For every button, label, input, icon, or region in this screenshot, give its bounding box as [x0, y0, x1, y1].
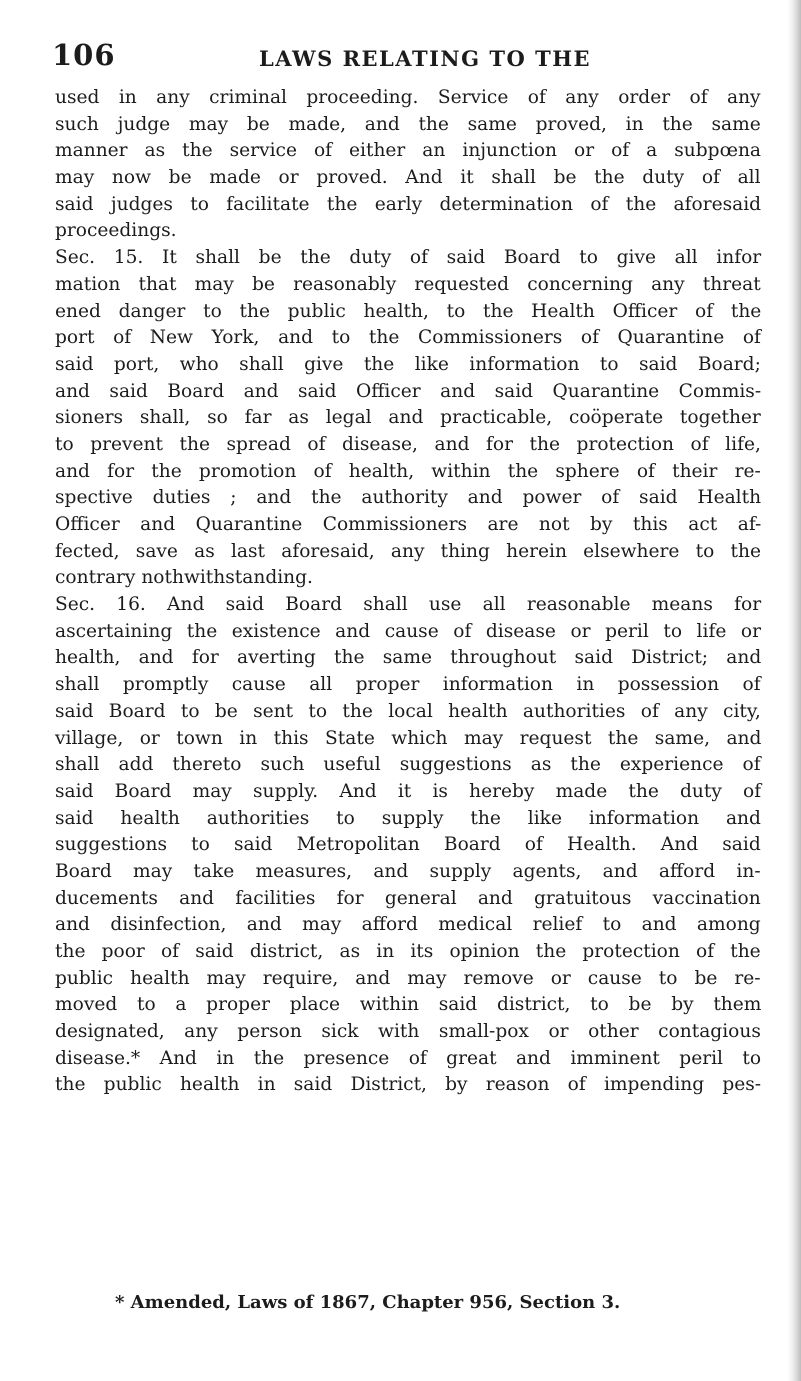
text-line: the poor of said district, as in its opinion the protection of the — [55, 941, 761, 962]
text-line: manner as the service of either an injunction or of a subpœna — [55, 140, 762, 162]
text-line: health, and for averting the same throughout said District; and — [55, 647, 762, 669]
body-text — [55, 85, 761, 1099]
text-line: moved to a proper place within said district, to be by them — [55, 994, 762, 1016]
text-line: ened danger to the public health, to the Health Officer of the — [55, 300, 762, 322]
text-line: Officer and Quarantine Commissioners are not by this act af- — [55, 514, 762, 535]
text-line: public health may require, and may remove or cause to be re- — [55, 967, 761, 989]
text-line: may now be made or proved. And it shall be the duty of all — [55, 167, 761, 189]
page-header — [52, 38, 761, 78]
text-line: and disinfection, and may afford medical relief to and among — [55, 914, 761, 936]
text-line: ascertaining the existence and cause of disease or peril to life or — [55, 620, 761, 642]
text-line: proceedings. — [55, 220, 177, 242]
running-head: LAWS RELATING TO THE — [259, 46, 592, 71]
text-line: to prevent the spread of disease, and for the protection of life, — [55, 433, 761, 455]
text-line: port of New York, and to the Commissioners of Quarantine of — [55, 327, 761, 349]
text-line: said Board to be sent to the local health authorities of any city, — [55, 700, 761, 722]
footnote: * Amended, Laws of 1867, Chapter 956, Section 3. — [115, 1292, 621, 1313]
text-line: disease.* And in the presence of great and imminent peril to — [55, 1047, 762, 1069]
text-line: shall promptly cause all proper information in possession of — [55, 674, 761, 696]
text-line: spective duties ; and the authority and power of said Health — [55, 487, 762, 509]
text-line: and for the promotion of health, within the sphere of their re- — [55, 460, 761, 482]
text-line: said judges to facilitate the early determination of the aforesaid — [55, 193, 762, 215]
text-line: Board may take measures, and supply agents, and afford in- — [55, 860, 761, 882]
text-line: the public health in said District, by reason of impending pes- — [55, 1074, 762, 1096]
page-number: 106 — [52, 38, 116, 72]
text-line: ducements and facilities for general and gratuitous vaccination — [55, 887, 761, 909]
text-line: mation that may be reasonably requested concerning any threat — [55, 273, 761, 295]
page-edge-shadow — [787, 0, 801, 1381]
text-line: suggestions to said Metropolitan Board of Health. And said — [55, 834, 761, 856]
text-line: said health authorities to supply the like information and — [55, 807, 761, 829]
text-line: shall add thereto such useful suggestions as the experience of — [55, 754, 761, 776]
text-line: said port, who shall give the like information to said Board; — [55, 353, 761, 375]
text-line: contrary nothwithstanding. — [55, 567, 313, 589]
text-line: said Board may supply. And it is hereby made the duty of — [55, 780, 762, 802]
text-line: fected, save as last aforesaid, any thing herein elsewhere to the — [55, 540, 761, 562]
text-line: sioners shall, so far as legal and practicable, coöperate together — [55, 407, 761, 429]
text-line: village, or town in this State which may request the same, and — [55, 727, 762, 749]
text-line: Sec. 16. And said Board shall use all reasonable means for — [55, 594, 762, 616]
text-line: and said Board and said Officer and said Quarantine Commis- — [55, 380, 762, 402]
text-line: such judge may be made, and the same proved, in the same — [55, 113, 761, 135]
text-line: designated, any person sick with small-pox or other contagious — [55, 1021, 761, 1043]
text-line: Sec. 15. It shall be the duty of said Board to give all infor — [55, 247, 762, 269]
text-line: used in any criminal proceeding. Service of any order of any — [55, 87, 761, 108]
